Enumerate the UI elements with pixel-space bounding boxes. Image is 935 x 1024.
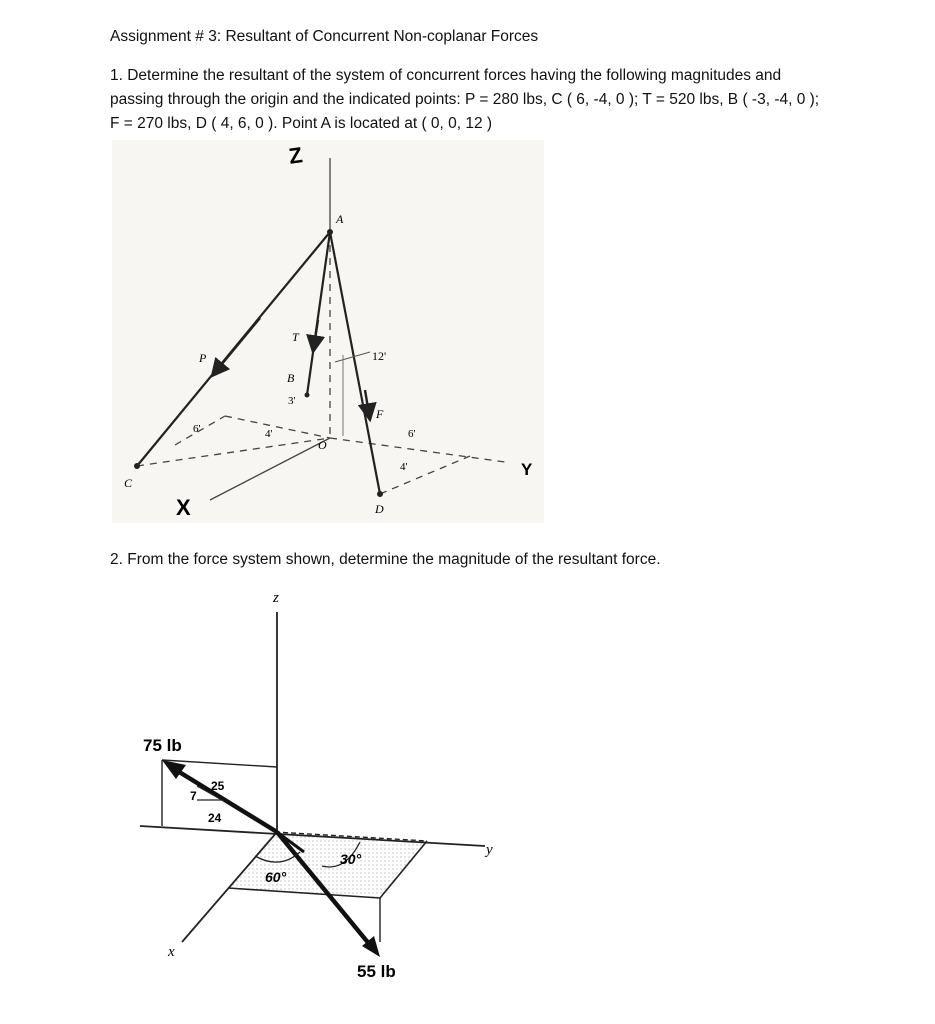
problem-2-statement: 2. From the force system shown, determine the magnitude of the resultant force. bbox=[110, 551, 661, 568]
y-axis-label: y bbox=[486, 842, 493, 858]
point-d-marker bbox=[377, 491, 383, 497]
z-axis-label: z bbox=[273, 590, 279, 606]
slope-25-label: 25 bbox=[211, 779, 225, 793]
origin-label: O bbox=[318, 438, 327, 452]
force-f-label: F bbox=[376, 407, 384, 421]
slope-24-label: 24 bbox=[208, 811, 222, 825]
dim-4-b-label: 4' bbox=[265, 428, 273, 440]
force-t-label: T bbox=[292, 330, 299, 344]
figure-1-background bbox=[112, 140, 544, 523]
dim-3-b-label: 3' bbox=[288, 395, 296, 407]
z-axis-label: Z bbox=[287, 142, 305, 169]
dim-4-d-label: 4' bbox=[400, 461, 408, 473]
problem-2-figure bbox=[0, 580, 935, 1020]
point-c-label: C bbox=[124, 476, 133, 490]
force-p-label: P bbox=[199, 351, 207, 365]
force-55lb-label: 55 lb bbox=[357, 962, 396, 981]
dim-6-d-label: 6' bbox=[408, 428, 416, 440]
dim-6-c-label: 6' bbox=[193, 423, 201, 435]
y-axis-label: Y bbox=[521, 460, 533, 479]
point-d-label: D bbox=[375, 502, 384, 516]
slope-7-label: 7 bbox=[190, 789, 197, 803]
shaded-plane-55lb bbox=[228, 832, 427, 898]
problem-1-statement: 1. Determine the resultant of the system of concurrent forces having the following magnitudes and passing through the origin and the indicated points: P = 280 lbs, C ( 6, -4, 0 ); T = 520 lbs, B ( -3, -4, 0 ); F = 270 lbs, D ( 4, 6, 0 ). Point A is located at ( 0, 0, 12 ) bbox=[110, 67, 820, 132]
force-75lb-label: 75 lb bbox=[143, 736, 182, 755]
point-b-label: B bbox=[287, 371, 295, 385]
x-axis-label: X bbox=[176, 495, 191, 520]
angle-60-label: 60° bbox=[265, 869, 287, 885]
x-axis-label: x bbox=[168, 944, 175, 960]
point-a-label: A bbox=[336, 212, 344, 226]
point-a-marker bbox=[327, 229, 333, 235]
dim-12-label: 12' bbox=[372, 349, 387, 363]
point-b-marker bbox=[305, 393, 310, 398]
point-c-marker bbox=[134, 463, 140, 469]
assignment-title: Assignment # 3: Resultant of Concurrent Non-coplanar Forces bbox=[110, 28, 539, 45]
angle-30-label: 30° bbox=[340, 851, 362, 867]
